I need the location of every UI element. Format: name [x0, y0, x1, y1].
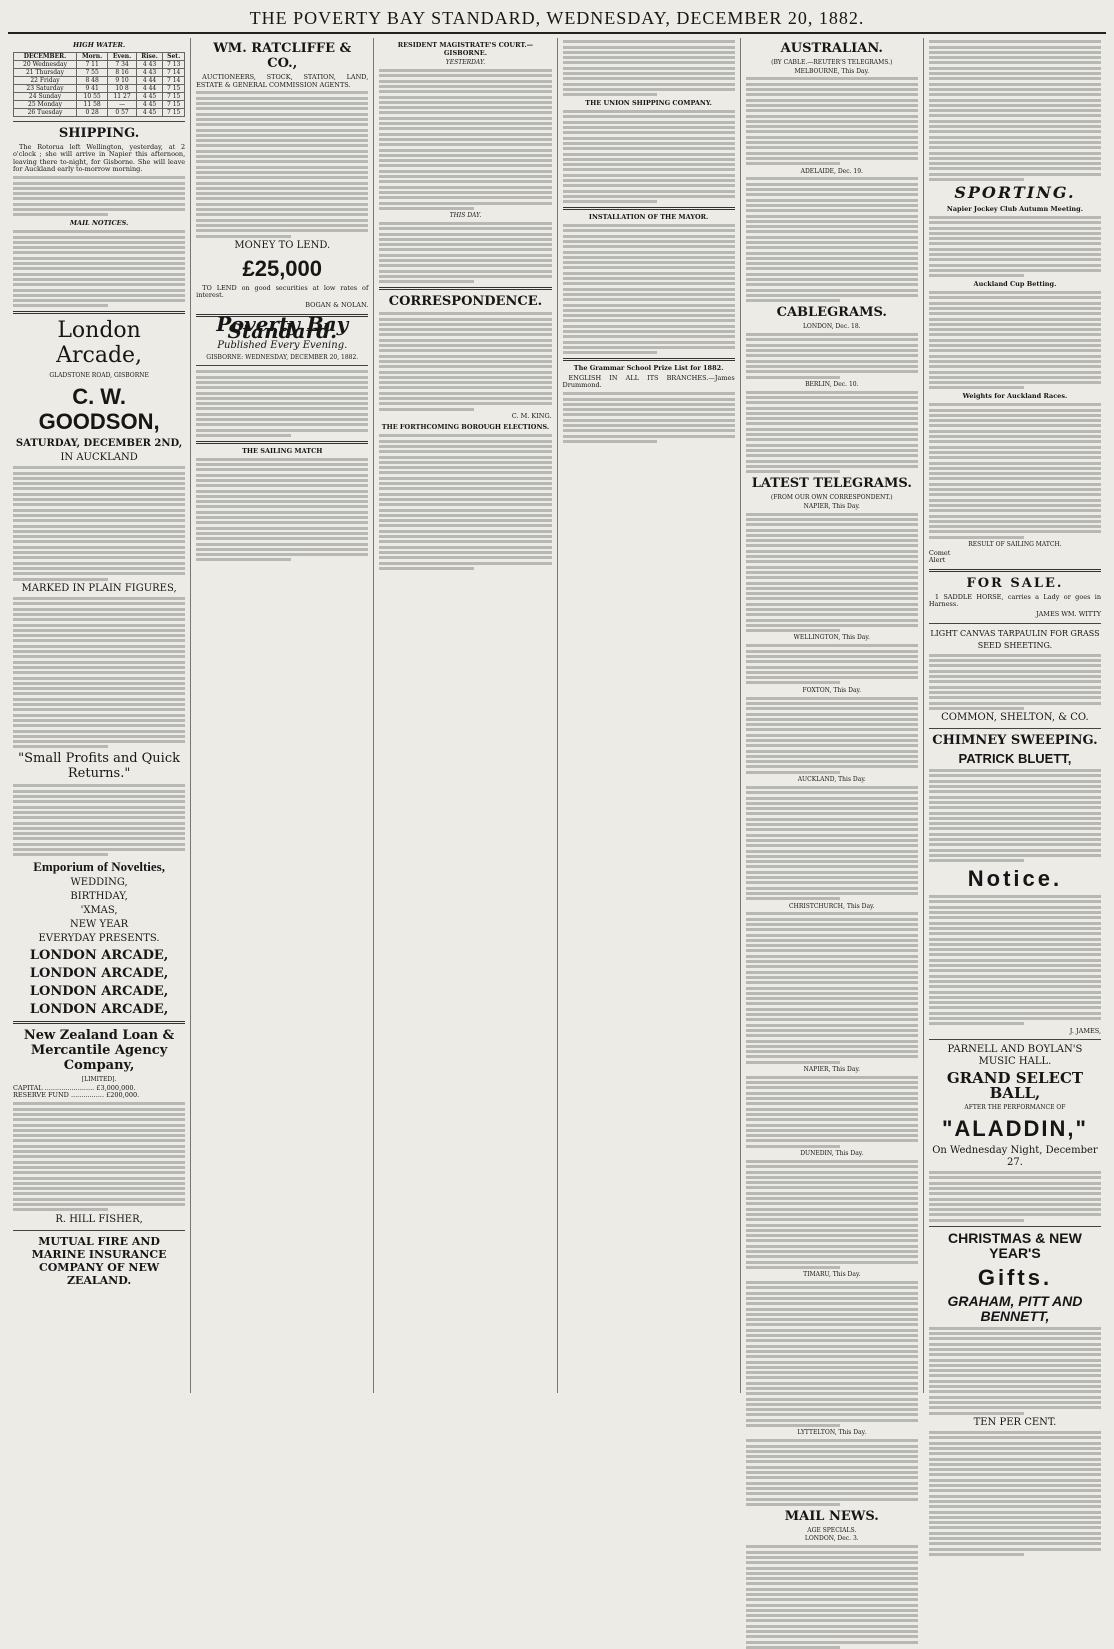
body-text-block — [929, 1431, 1101, 1556]
yesterday: YESTERDAY. — [445, 59, 486, 67]
tide-row — [14, 84, 185, 92]
tide-cell: 9 10 — [108, 76, 137, 84]
wellington-dateline: WELLINGTON, This Day. — [793, 634, 870, 642]
body-text-block — [929, 1327, 1101, 1415]
tide-header: DECEMBER. — [14, 52, 77, 60]
body-text-block — [929, 769, 1101, 862]
column-1 — [8, 38, 191, 1393]
result-sailing: RESULT OF SAILING MATCH. — [968, 541, 1062, 549]
tide-cell: 26 Tuesday — [14, 108, 77, 116]
common-shelton: COMMON, SHELTON, & CO. — [941, 712, 1089, 724]
tide-cell: 0 28 — [77, 108, 108, 116]
new-year: NEW YEAR — [70, 919, 129, 931]
tide-cell: 21 Thursday — [14, 68, 77, 76]
tide-cell: 4 45 — [136, 108, 162, 116]
union-shipping: THE UNION SHIPPING COMPANY. — [585, 99, 712, 108]
column-4 — [558, 38, 741, 1393]
tide-cell: 11 58 — [77, 100, 108, 108]
tide-cell: 23 Saturday — [14, 84, 77, 92]
money-to-lend: MONEY TO LEND. — [234, 239, 331, 251]
tide-row — [14, 68, 185, 76]
dunedin-dateline: DUNEDIN, This Day. — [800, 1150, 864, 1158]
masthead-title: THE POVERTY BAY STANDARD, WEDNESDAY, DECEMBER 20, 1882. — [249, 7, 865, 28]
cablegrams-title: CABLEGRAMS. — [776, 305, 887, 321]
body-text-block — [196, 91, 368, 237]
saturday-date: SATURDAY, DECEMBER 2ND, — [15, 437, 183, 449]
tide-cell: 22 Friday — [14, 76, 77, 84]
installation-mayor: INSTALLATION OF THE MAYOR. — [588, 213, 709, 222]
london-dateline: LONDON, Dec. 18. — [802, 323, 861, 331]
gladstone-road: GLADSTONE ROAD, GISBORNE — [49, 372, 149, 380]
tide-cell: 4 45 — [136, 100, 162, 108]
goodson-heading: C. W. GOODSON, — [38, 383, 160, 434]
tide-cell: 10 55 — [77, 92, 108, 100]
tide-cell: 10 8 — [108, 84, 137, 92]
berlin-dateline: BERLIN, Dec. 10. — [805, 380, 859, 388]
body-text-block — [196, 458, 368, 562]
body-text-block — [929, 216, 1101, 277]
capital-line: CAPITAL ........................ £3,000,000. — [13, 1083, 136, 1092]
body-text-block — [563, 392, 735, 443]
for-sale: FOR SALE. — [966, 575, 1064, 591]
chimney-sweeping: CHIMNEY SWEEPING. — [932, 733, 1098, 749]
body-text-block — [746, 391, 918, 473]
body-text-block — [746, 697, 918, 774]
tide-cell: 7 34 — [108, 60, 137, 68]
bogan-nolan: BOGAN & NOLAN. — [305, 300, 369, 309]
tide-table — [13, 52, 185, 117]
correspondence-signature: C. M. KING. — [511, 411, 552, 420]
published-every-evening: Published Every Evening. — [217, 339, 348, 351]
body-text-block — [13, 597, 185, 748]
body-text-block — [13, 176, 185, 216]
tide-cell: 20 Wednesday — [14, 60, 77, 68]
mail-notices-title: MAIL NOTICES. — [69, 219, 129, 228]
tide-cell: 7 15 — [163, 108, 185, 116]
column-2 — [191, 38, 374, 1393]
limited: [LIMITED]. — [81, 1076, 117, 1084]
tide-cell: 0 57 — [108, 108, 137, 116]
column-6 — [924, 38, 1106, 1428]
tide-cell: 7 11 — [77, 60, 108, 68]
body-text-block — [746, 912, 918, 1063]
body-text-block — [563, 110, 735, 203]
aladdin: "ALADDIN," — [941, 1115, 1088, 1141]
body-text-block — [929, 1171, 1101, 1222]
on-wednesday-night: On Wednesday Night, December 27. — [932, 1144, 1098, 1168]
tide-cell: 7 15 — [163, 84, 185, 92]
body-text-block — [746, 513, 918, 633]
auckland-dateline: AUCKLAND, This Day. — [797, 776, 866, 784]
tide-cell: 4 44 — [136, 84, 162, 92]
body-text-block — [746, 1160, 918, 1269]
tide-cell: 7 15 — [163, 100, 185, 108]
body-text-block — [13, 784, 185, 856]
melbourne-dateline: MELBOURNE, This Day. — [794, 67, 870, 75]
english-line: ENGLISH IN ALL ITS BRANCHES.—James Drummond. — [562, 373, 735, 390]
body-text-block — [929, 895, 1101, 1025]
grammar-school-prize: The Grammar School Prize List for 1882. — [573, 364, 724, 373]
body-text-block — [746, 786, 918, 900]
wedding: WEDDING, — [70, 877, 128, 889]
body-text-block — [929, 291, 1101, 389]
napier-dateline: NAPIER, This Day. — [803, 502, 860, 510]
lyttelton-dateline: LYTTELTON, This Day. — [797, 1429, 867, 1437]
tide-cell: 7 55 — [77, 68, 108, 76]
london-arcade-2: LONDON ARCADE, — [29, 966, 169, 982]
body-text-block — [379, 222, 551, 283]
body-text-block — [746, 333, 918, 378]
tide-row — [14, 100, 185, 108]
dateline: GISBORNE: WEDNESDAY, DECEMBER 20, 1882. — [206, 353, 359, 361]
court-title: RESIDENT MAGISTRATE'S COURT.—GISBORNE. — [397, 41, 534, 57]
tide-header: Even. — [108, 52, 137, 60]
body-text-block — [929, 40, 1101, 181]
tide-cell: 4 43 — [136, 68, 162, 76]
london-arcade-3: LONDON ARCADE, — [29, 984, 169, 1000]
tide-cell: 7 14 — [163, 76, 185, 84]
body-text-block — [746, 1076, 918, 1148]
weights-auckland: Weights for Auckland Races. — [962, 392, 1068, 401]
auckland-cup: Auckland Cup Betting. — [973, 280, 1057, 289]
plain-figures: MARKED IN PLAIN FIGURES, — [21, 582, 177, 594]
body-text-block — [563, 40, 735, 96]
tide-cell: 7 13 — [163, 60, 185, 68]
tide-row — [14, 76, 185, 84]
correspondence-title: CORRESPONDENCE. — [388, 294, 543, 310]
tide-row — [14, 60, 185, 68]
graham-pitt-bennett: GRAHAM, PITT AND BENNETT, — [947, 1292, 1083, 1324]
birthday: BIRTHDAY, — [70, 891, 128, 903]
light-canvas: LIGHT CANVAS TARPAULIN FOR GRASS SEED SHEETING. — [930, 628, 1100, 650]
alert-row: Alert — [928, 556, 946, 565]
james-witty: JAMES WM. WITTY — [1036, 609, 1102, 618]
body-text-block — [13, 1102, 185, 1211]
tide-cell: 8 48 — [77, 76, 108, 84]
body-text-block — [929, 654, 1101, 710]
tide-cell: 4 43 — [136, 60, 162, 68]
this-day: THIS DAY. — [449, 212, 482, 220]
body-text-block — [746, 77, 918, 165]
mutual-insurance: MUTUAL FIRE AND MARINE INSURANCE COMPANY OF NEW ZEALAND. — [31, 1234, 167, 1287]
tide-cell: 24 Sunday — [14, 92, 77, 100]
tide-cell: 25 Monday — [14, 100, 77, 108]
london-arcade-heading: London Arcade, — [56, 318, 143, 369]
saddle-horse: 1 SADDLE HORSE, carries a Lady or goes in Harness. — [928, 592, 1102, 609]
tide-row — [14, 92, 185, 100]
own-correspondent: (FROM OUR OWN CORRESPONDENT.) — [770, 494, 893, 502]
notice-title: Notice. — [967, 866, 1063, 892]
patrick-bluett: PATRICK BLUETT, — [958, 751, 1072, 767]
columns — [8, 38, 1106, 1543]
body-text-block — [13, 466, 185, 580]
body-text-block — [746, 1545, 918, 1649]
paper-title: Poverty Bay Standard. — [216, 311, 349, 344]
hill-fisher: R. HILL FISHER, — [55, 1213, 143, 1225]
london-arcade-1: LONDON ARCADE, — [29, 948, 169, 964]
latest-telegrams: LATEST TELEGRAMS. — [751, 476, 912, 492]
tide-cell: 7 15 — [163, 92, 185, 100]
tide-header: Morn. — [77, 52, 108, 60]
body-text-block — [379, 312, 551, 410]
column-5 — [741, 38, 924, 1543]
lend-note: TO LEND on good securities at low rates of interest. — [196, 283, 369, 300]
lend-amount: £25,000 — [242, 255, 323, 281]
ten-per-cent: TEN PER CENT. — [973, 1416, 1057, 1428]
body-text-block — [746, 1439, 918, 1506]
ratcliffe-heading: WM. RATCLIFFE & CO., — [213, 41, 352, 71]
tide-header: Set. — [163, 52, 185, 60]
napier2-dateline: NAPIER, This Day. — [803, 1066, 860, 1073]
emporium: Emporium of Novelties, — [33, 859, 165, 875]
foxton-dateline: FOXTON, This Day. — [802, 686, 862, 694]
body-text-block — [196, 370, 368, 437]
gifts: Gifts. — [977, 1264, 1053, 1290]
after-performance: AFTER THE PERFORMANCE OF — [964, 1104, 1066, 1112]
age-specials: AGE SPECIALS. — [807, 1526, 857, 1534]
napier-jockey-club: Napier Jockey Club Autumn Meeting. — [946, 205, 1083, 214]
body-text-block — [746, 1281, 918, 1427]
body-text-block — [379, 434, 551, 569]
forthcoming-elections: THE FORTHCOMING BOROUGH ELECTIONS. — [381, 423, 550, 432]
reserve-line: RESERVE FUND ................ £200,000. — [13, 1091, 140, 1100]
comet-row: Comet — [928, 548, 951, 557]
grand-select-ball: GRAND SELECT BALL, — [946, 1069, 1084, 1103]
body-text-block — [746, 644, 918, 684]
everyday-presents: EVERYDAY PRESENTS. — [38, 933, 160, 945]
sailing-match-title: THE SAILING MATCH — [242, 446, 323, 455]
parnell-boylan: PARNELL AND BOYLAN'S MUSIC HALL. — [947, 1044, 1083, 1068]
j-james: J. JAMES, — [1069, 1026, 1102, 1035]
london2-dateline: LONDON, Dec. 3. — [804, 1535, 859, 1543]
adelaide-dateline: ADELAIDE, Dec. 19. — [800, 167, 863, 175]
tide-cell: 4 44 — [136, 76, 162, 84]
timaru-dateline: TIMARU, This Day. — [803, 1271, 861, 1279]
tide-row — [14, 108, 185, 116]
tide-cell: 7 14 — [163, 68, 185, 76]
tide-header: Rise. — [136, 52, 162, 60]
body-text-block — [379, 69, 551, 210]
australian-title: AUSTRALIAN. — [780, 41, 883, 56]
tide-cell: 11 27 — [108, 92, 137, 100]
shipping-title: SHIPPING. — [58, 125, 140, 141]
tide-title: HIGH WATER. — [73, 41, 126, 49]
shipping-text: The Rotorua left Wellington, yesterday, at 2 o'clock ; she will arrive in Napier this afternoon, leaving there to-night, for Gisborne. She will leave for Auckland early to-morrow morning. — [13, 142, 186, 174]
body-text-block — [13, 230, 185, 307]
tide-cell: 8 16 — [108, 68, 137, 76]
christchurch-dateline: CHRISTCHURCH, This Day. — [789, 902, 875, 910]
sporting-title: SPORTING. — [954, 183, 1076, 203]
mail-news-title: MAIL NEWS. — [784, 1508, 879, 1524]
body-text-block — [746, 177, 918, 302]
nz-loan-heading: New Zealand Loan & Mercantile Agency Company, — [23, 1028, 175, 1074]
by-cable: (BY CABLE.—REUTER'S TELEGRAMS.) — [771, 59, 893, 66]
christmas-new-year: CHRISTMAS & NEW YEAR'S — [948, 1229, 1082, 1261]
masthead — [8, 4, 1106, 34]
tide-cell: — — [108, 100, 137, 108]
in-auckland: IN AUCKLAND — [60, 451, 138, 463]
london-arcade-4: LONDON ARCADE, — [29, 1002, 169, 1018]
auctioneers-text: AUCTIONEERS, STOCK, STATION, LAND, ESTATE & GENERAL COMMISSION AGENTS. — [196, 73, 369, 89]
body-text-block — [563, 224, 735, 354]
tide-cell: 9 41 — [77, 84, 108, 92]
tide-cell: 4 45 — [136, 92, 162, 100]
column-3 — [374, 38, 557, 1393]
body-text-block — [929, 403, 1101, 538]
small-profits: "Small Profits and Quick Returns." — [18, 751, 180, 782]
xmas: 'XMAS, — [80, 905, 118, 917]
